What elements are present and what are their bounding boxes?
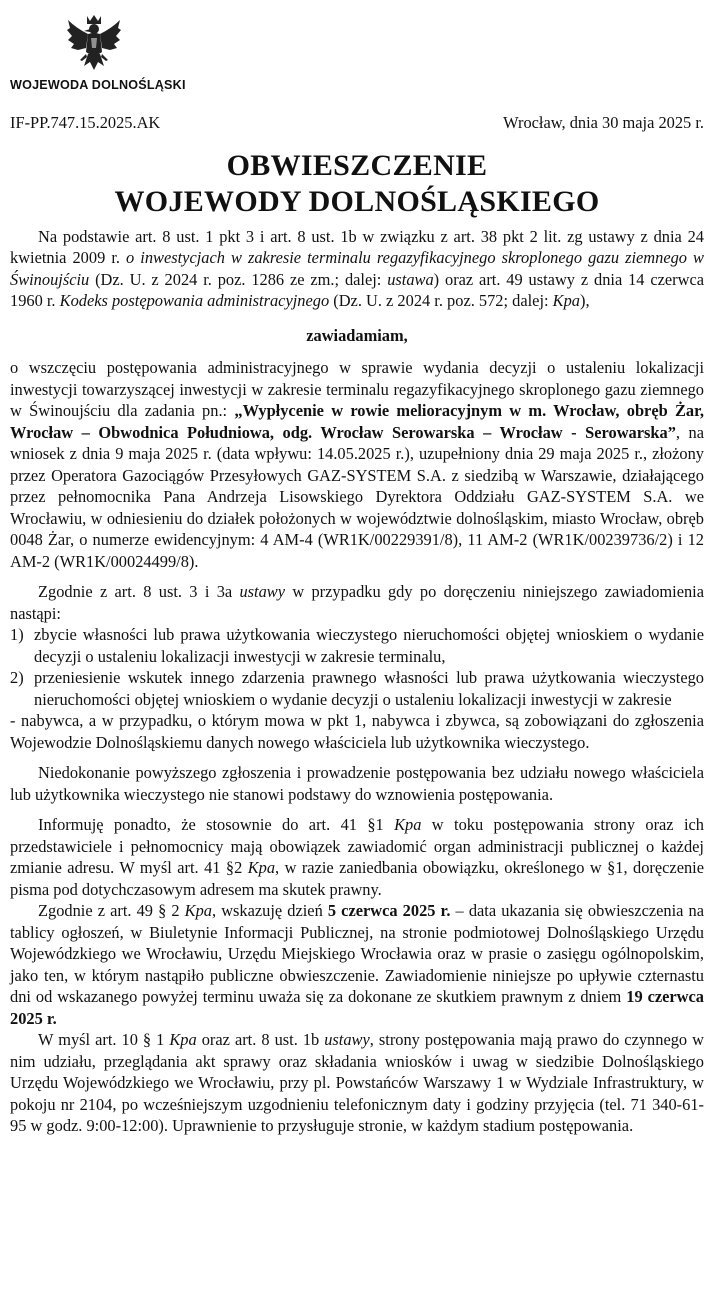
list-item (10, 624, 704, 667)
party-rights-paragraph: W myśl art. 10 § 1 Kpa oraz art. 8 ust. 1b ustawy, strony postępowania mają prawo do czynnego w nim udziału, przeglądania akt sprawy oraz składania wniosków i uwag w siedzibie Dolnośląskiego Urzędu Wojewódzkiego we Wrocławiu, przy pl. Powstańców Warszawy 1 w Wydziale Infrastruktury, w pokoju nr 2104, po wcześniejszym uzgodnieniu telefonicznym daty i godziny przyjęcia (tel. 71 340-61-95 w godz. 9:00-12:00). Uprawnienie to przysługuje stronie, w każdym stadium postępowania. (10, 1030, 704, 1135)
address-change-paragraph: Informuję ponadto, że stosownie do art. 41 §1 Kpa w toku postępowania strony oraz ich przedstawiciele i pełnomocnicy mają obowiązek zawiadomić organ administracji publicznej o każdej zmianie adresu. W myśl art. 41 §2 Kpa, w razie zaniedbania obowiązku, określonego w §1, doręczenie pisma pod dotychczasowym adresem ma skutek prawny. (10, 815, 704, 899)
letterhead (10, 0, 704, 100)
intro-paragraph: Na podstawie art. 8 ust. 1 pkt 3 i art. 8 ust. 1b w związku z art. 38 pkt 2 lit. zg ustawy z dnia 24 kwietnia 2009 r. o inwestycjach w zakresie terminalu regazyfikacyjnego skroplonego gazu ziemnego w Świnoujściu (Dz. U. z 2024 r. poz. 1286 ze zm.; dalej: ustawa) oraz art. 49 ustawy z dnia 14 czerwca 1960 r. Kodeks postępowania administracyjnego (Dz. U. z 2024 r. poz. 572; dalej: Kpa), (10, 226, 704, 310)
title-line-2: WOJEWODY DOLNOŚLĄSKIEGO (114, 184, 600, 218)
list-text: przeniesienie wskutek innego zdarzenia prawnego własności lub prawa użytkowania wieczystego nieruchomości objętej wnioskiem o wydanie decyzji o ustaleniu lokalizacji inwestycji w zakresie (34, 668, 704, 709)
title-line-1: OBWIESZCZENIE (226, 148, 488, 182)
document-page (10, 0, 704, 1137)
polish-eagle-emblem-icon (66, 14, 122, 76)
place-and-date: Wrocław, dnia 30 maja 2025 r. (503, 113, 704, 132)
office-name: WOJEWODA DOLNOŚLĄSKI (10, 78, 186, 92)
case-reference: IF-PP.747.15.2025.AK (10, 113, 161, 132)
main-paragraph: o wszczęciu postępowania administracyjnego w sprawie wydania decyzji o ustaleniu lokalizacji inwestycji towarzyszącej inwestycji w zakresie terminalu regazyfikacyjnego skroplonego gazu ziemnego w Świnoujściu dla zadania pn.: „Wypłycenie w rowie melioracyjnym w m. Wrocław, obręb Żar, Wrocław – Obwodnica Południowa, odg. Wrocław Serowarska – Wrocław - Serowarska”, na wniosek z dnia 9 maja 2025 r. (data wpływu: 14.05.2025 r.), uzupełniony dnia 29 maja 2025 r., złożony przez Operatora Gazociągów Przesyłowych GAZ-SYSTEM S.A. z siedzibą w Warszawie, działającego przez pełnomocnika Pana Andrzeja Lisowskiego Dyrektora Oddziału GAZ-SYSTEM S.A. we Wrocławiu, w odniesieniu do działek położonych w województwie dolnośląskim, miasto Wrocław, obręb 0048 Żar, o numerze ewidencyjnym: 4 AM-4 (WR1K/00229391/8), 11 AM-2 (WR1K/00239736/2) i 12 AM-2 (WR1K/00024499/8). (10, 358, 704, 571)
non-report-paragraph: Niedokonanie powyższego zgłoszenia i prowadzenie postępowania bez udziału nowego właściciela lub użytkownika wieczystego nie stanowi podstawy do wznowienia postępowania. (10, 763, 704, 804)
transfer-paragraph: Zgodnie z art. 8 ust. 3 i 3a ustawy w przypadku gdy po doręczeniu niniejszego zawiadomienia nastąpi: (10, 582, 704, 623)
list-number: 1) (10, 625, 24, 644)
document-title (10, 148, 704, 220)
list-text: zbycie własności lub prawa użytkowania wieczystego nieruchomości objętej wnioskiem o wydanie decyzji o ustaleniu lokalizacji inwestycji w zakresie terminalu, (34, 625, 704, 666)
notify-heading: zawiadamiam, (306, 325, 408, 345)
publication-date-paragraph: Zgodnie z art. 49 § 2 Kpa, wskazuję dzień 5 czerwca 2025 r. – data ukazania się obwieszczenia na tablicy ogłoszeń, w Biuletynie Informacji Publicznej, na stronie podmiotowej Dolnośląskiego Urzędu Wojewódzkiego we Wrocławiu, Urzędu Miejskiego Wrocławia oraz w prasie o zasięgu ogólnopolskim, jako ten, w którym nastąpiło publiczne obwieszczenie. Zawiadomienie niniejsze po upływie czternastu dni od wskazanego powyżej terminu uważa się za dokonane ze skutkiem prawnym z dniem 19 czerwca 2025 r. (10, 901, 705, 1028)
buyer-paragraph: - nabywca, a w przypadku, o którym mowa w pkt 1, nabywca i zbywca, są zobowiązani do zgłoszenia Wojewodzie Dolnośląskiemu danych nowego właściciela lub użytkownika wieczystego. (10, 711, 704, 752)
list-number: 2) (10, 668, 24, 687)
list-item (10, 667, 704, 710)
reference-line (10, 112, 704, 134)
